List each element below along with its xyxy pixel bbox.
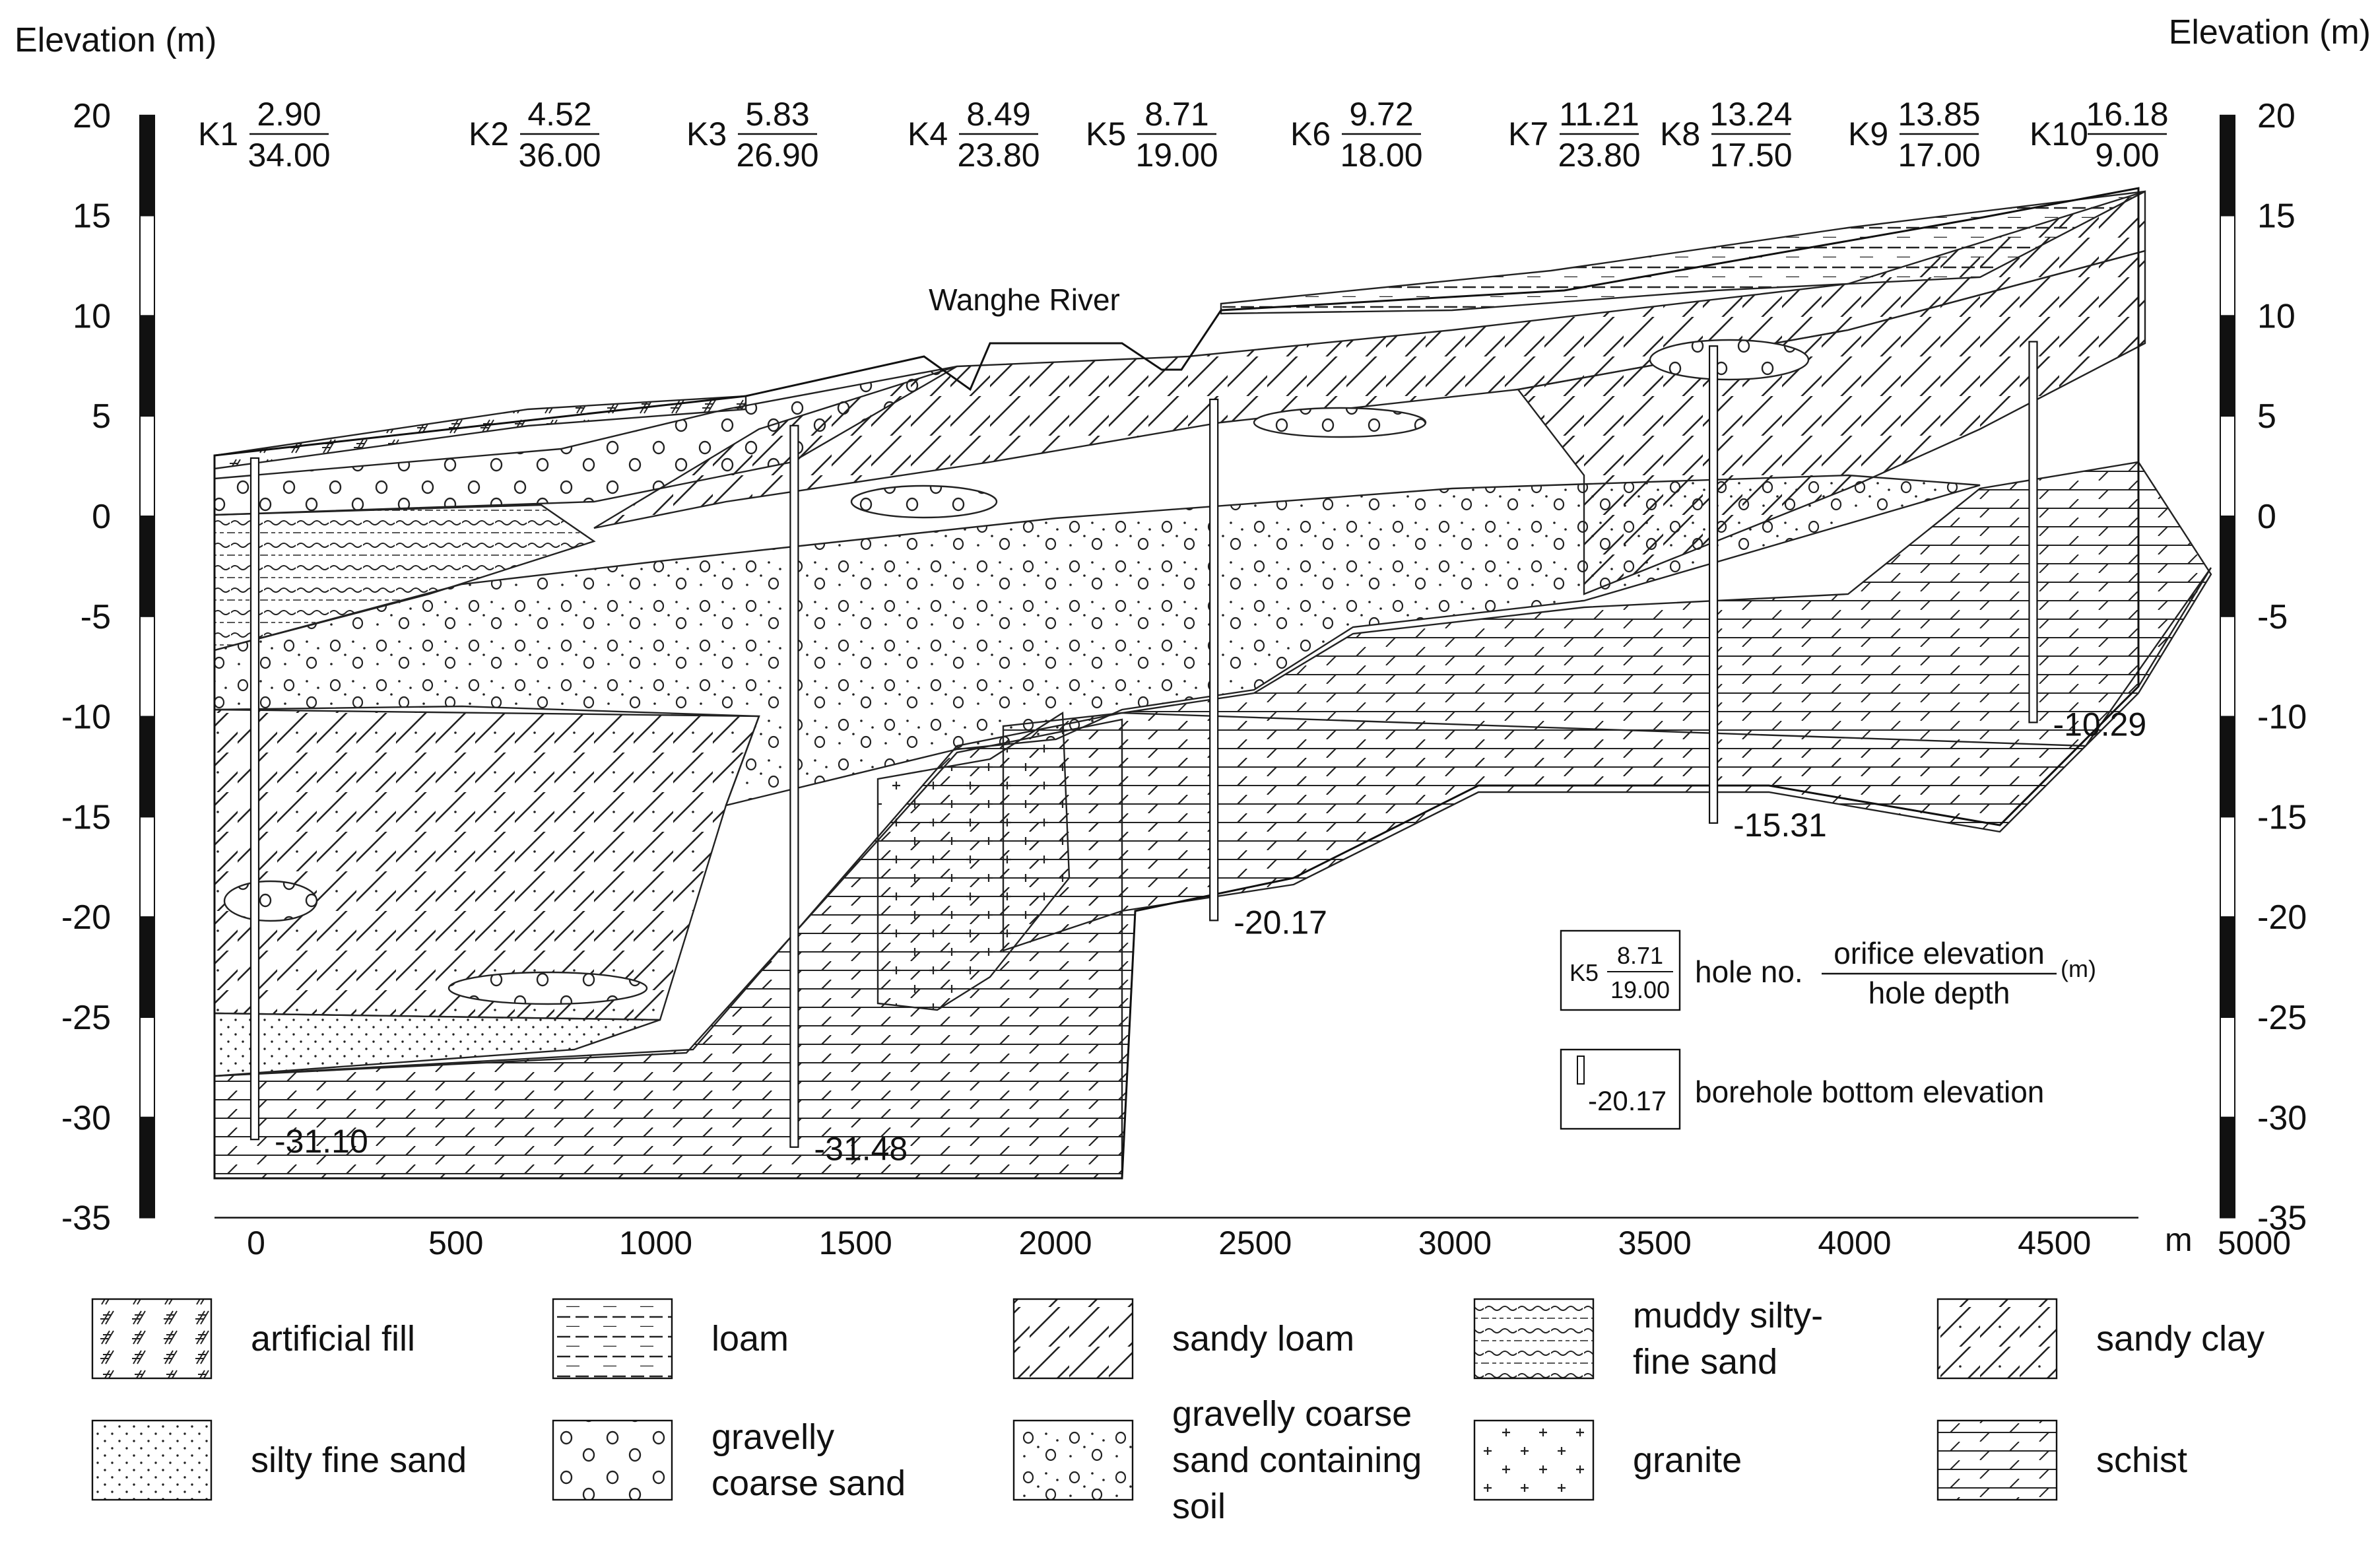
x-tick-label: 1000 [618, 1225, 693, 1261]
legend-swatch [92, 1299, 211, 1378]
borehole-header-K4 [908, 96, 1040, 174]
stratum-sandy-clay-left [215, 710, 759, 1020]
left-scale-segment [140, 817, 154, 917]
borehole-header-K7 [1508, 96, 1641, 174]
borehole-depth: 26.90 [736, 137, 819, 174]
left-scale-segment [140, 116, 154, 216]
key-hole-symbol [1577, 1056, 1584, 1084]
borehole-header-K10 [2030, 96, 2169, 174]
left-tick-label: 5 [92, 397, 111, 436]
borehole-id: K1 [198, 116, 239, 152]
borehole-elevation: 13.85 [1898, 96, 1981, 133]
borehole-id: K3 [686, 116, 727, 152]
legend-label: artificial fill [251, 1319, 416, 1359]
right-tick-label: -25 [2257, 999, 2307, 1037]
right-scale-segment [2220, 1017, 2235, 1118]
key-hole-depth: hole depth [1868, 976, 2010, 1010]
left-axis-label: Elevation (m) [15, 21, 217, 59]
legend-label: sandy loam [1172, 1319, 1355, 1359]
legend-label: sandy clay [2096, 1319, 2265, 1359]
legend-swatch [1014, 1299, 1133, 1378]
borehole-id: K9 [1848, 116, 1889, 152]
borehole-K2 [790, 426, 798, 1147]
right-scale-segment [2220, 717, 2235, 817]
left-scale-segment [140, 717, 154, 817]
legend-item-schist [1938, 1421, 2187, 1500]
x-tick-label: 500 [428, 1225, 484, 1261]
x-tick-label: 3000 [1418, 1225, 1492, 1261]
borehole-depth: 23.80 [1558, 137, 1641, 174]
borehole-id: K7 [1508, 116, 1549, 152]
borehole-bottom-label: -20.17 [1234, 904, 1327, 941]
left-tick-label: -25 [61, 999, 111, 1037]
borehole-id: K8 [1660, 116, 1701, 152]
right-tick-label: -15 [2257, 798, 2307, 837]
legend-item-sandyloam [1014, 1299, 1354, 1378]
legend-swatch [1474, 1299, 1593, 1378]
legend-item-granite [1474, 1421, 1742, 1500]
left-tick-label: 10 [73, 297, 111, 336]
legend-item-sandyclay [1938, 1299, 2264, 1378]
legend-swatch [1474, 1421, 1593, 1500]
left-tick-label: -20 [61, 898, 111, 937]
key-sample-elevation: 8.71 [1616, 942, 1664, 969]
borehole-id: K5 [1086, 116, 1127, 152]
borehole-elevation: 2.90 [257, 96, 321, 133]
key-hole-no: hole no. [1695, 955, 1803, 989]
key-orifice-elevation: orifice elevation [1834, 936, 2045, 970]
left-tick-label: -35 [61, 1199, 111, 1238]
left-tick-label: -30 [61, 1098, 111, 1137]
right-tick-label: -10 [2257, 698, 2307, 737]
right-tick-label: -30 [2257, 1098, 2307, 1137]
legend-swatch [1938, 1421, 2057, 1500]
right-scale-segment [2220, 1118, 2235, 1218]
left-tick-label: 0 [92, 498, 111, 536]
left-tick-label: 20 [73, 96, 111, 135]
legend-item-muddy [1474, 1296, 1823, 1382]
x-tick-label: 4000 [1818, 1225, 1892, 1261]
right-scale-segment [2220, 917, 2235, 1017]
borehole-bottom-label: -10.29 [2053, 706, 2147, 743]
legend-item-gravelsoil [1014, 1394, 1422, 1526]
right-scale-segment [2220, 617, 2235, 717]
gravel-lens-k4-fill [851, 486, 997, 518]
gravel-lens-k6-fill [1254, 408, 1426, 437]
river-label: Wanghe River [929, 283, 1120, 317]
gravel-lens-k8-fill [1650, 340, 1808, 380]
key-bottom-label: borehole bottom elevation [1695, 1075, 2045, 1109]
right-tick-label: 5 [2257, 397, 2276, 436]
legend-swatch [92, 1421, 211, 1500]
borehole-depth: 23.80 [957, 137, 1040, 174]
right-scale-segment [2220, 416, 2235, 516]
borehole-depth: 17.00 [1898, 137, 1981, 174]
legend-item-gravel [553, 1417, 906, 1503]
borehole-elevation: 16.18 [2086, 96, 2169, 133]
borehole-elevation: 5.83 [745, 96, 810, 133]
legend-label: schist [2096, 1440, 2188, 1480]
key-unit: (m) [2061, 955, 2096, 982]
left-tick-label: -10 [61, 698, 111, 737]
left-scale-segment [140, 1118, 154, 1218]
borehole-elevation: 8.71 [1144, 96, 1209, 133]
left-scale-segment [140, 1017, 154, 1118]
legend-label: gravelly coarse sand containing soil [1172, 1394, 1422, 1526]
borehole-elevation: 9.72 [1349, 96, 1414, 133]
borehole-K1 [251, 458, 259, 1139]
borehole-K4 [1709, 346, 1717, 823]
legend-swatch [553, 1421, 672, 1500]
borehole-id: K10 [2030, 116, 2088, 152]
borehole-depth: 17.50 [1709, 137, 1793, 174]
right-tick-label: -20 [2257, 898, 2307, 937]
left-scale-segment [140, 516, 154, 617]
left-scale-segment [140, 416, 154, 516]
x-tick-label: 1500 [818, 1225, 892, 1261]
right-scale-segment [2220, 216, 2235, 316]
legend-swatch [553, 1299, 672, 1378]
x-tick-label: 2000 [1018, 1225, 1092, 1261]
borehole-K3 [1210, 399, 1218, 920]
borehole-bottom-label: -31.10 [275, 1123, 368, 1160]
legend-label: silty fine sand [251, 1440, 467, 1480]
left-scale-segment [140, 917, 154, 1017]
borehole-bottom-label: -15.31 [1733, 806, 1827, 844]
borehole-id: K4 [908, 116, 948, 152]
borehole-K5 [2029, 342, 2037, 723]
left-scale-segment [140, 216, 154, 316]
legend [92, 1296, 2264, 1526]
right-scale-segment [2220, 516, 2235, 617]
legend-swatch [1014, 1421, 1133, 1500]
borehole-depth: 9.00 [2095, 137, 2160, 174]
x-tick-label: 4500 [2018, 1225, 2092, 1261]
borehole-elevation: 13.24 [1709, 96, 1793, 133]
borehole-header-K1 [198, 96, 331, 174]
legend-item-silty [92, 1421, 467, 1500]
key-sample-depth: 19.00 [1610, 976, 1670, 1003]
right-tick-label: -5 [2257, 597, 2288, 636]
borehole-elevation: 4.52 [527, 96, 592, 133]
right-scale-segment [2220, 817, 2235, 917]
left-tick-label: -15 [61, 798, 111, 837]
right-tick-label: 20 [2257, 96, 2296, 135]
x-tick-label: 5000 [2217, 1225, 2292, 1261]
borehole-depth: 34.00 [248, 137, 331, 174]
borehole-elevation: 11.21 [1559, 96, 1639, 133]
legend-swatch [1938, 1299, 2057, 1378]
borehole-depth: 36.00 [518, 137, 601, 174]
left-tick-label: 15 [73, 197, 111, 236]
right-tick-label: 0 [2257, 498, 2276, 536]
legend-label: gravelly coarse sand [711, 1417, 906, 1503]
x-unit-label: m [2165, 1221, 2193, 1258]
borehole-id: K6 [1290, 116, 1331, 152]
borehole-bottom-label: -31.48 [814, 1130, 908, 1168]
borehole-header-K5 [1086, 96, 1218, 174]
right-axis-label: Elevation (m) [2168, 13, 2371, 51]
right-scale-segment [2220, 116, 2235, 216]
legend-item-loam [553, 1299, 789, 1378]
x-tick-label: 2500 [1218, 1225, 1292, 1261]
left-tick-label: -5 [80, 597, 111, 636]
borehole-id: K2 [469, 116, 510, 152]
x-tick-label: 0 [247, 1225, 265, 1261]
left-scale-segment [140, 617, 154, 717]
x-tick-label: 3500 [1618, 1225, 1692, 1261]
right-scale-segment [2220, 316, 2235, 416]
legend-label: muddy silty-fine sand [1633, 1296, 1824, 1382]
right-tick-label: 10 [2257, 297, 2296, 336]
symbol-key [1561, 931, 2096, 1129]
key-sample-id: K5 [1570, 959, 1599, 986]
gravel-lens-k1-fill [224, 881, 317, 921]
borehole-header-K8 [1660, 96, 1793, 174]
right-tick-label: 15 [2257, 197, 2296, 236]
borehole-header-K9 [1848, 96, 1981, 174]
legend-label: granite [1633, 1440, 1742, 1480]
legend-item-fill [92, 1299, 415, 1378]
borehole-elevation: 8.49 [966, 96, 1031, 133]
borehole-header-K3 [686, 96, 819, 174]
right-tick-label: -35 [2257, 1199, 2307, 1238]
borehole-depth: 19.00 [1135, 137, 1218, 174]
borehole-depth: 18.00 [1340, 137, 1423, 174]
key-sample-bottom: -20.17 [1588, 1085, 1667, 1116]
borehole-header-K6 [1290, 96, 1423, 174]
left-scale-segment [140, 316, 154, 416]
gravel-lens-k2-fill [449, 972, 647, 1004]
legend-label: loam [711, 1319, 789, 1359]
borehole-header-K2 [469, 96, 601, 174]
